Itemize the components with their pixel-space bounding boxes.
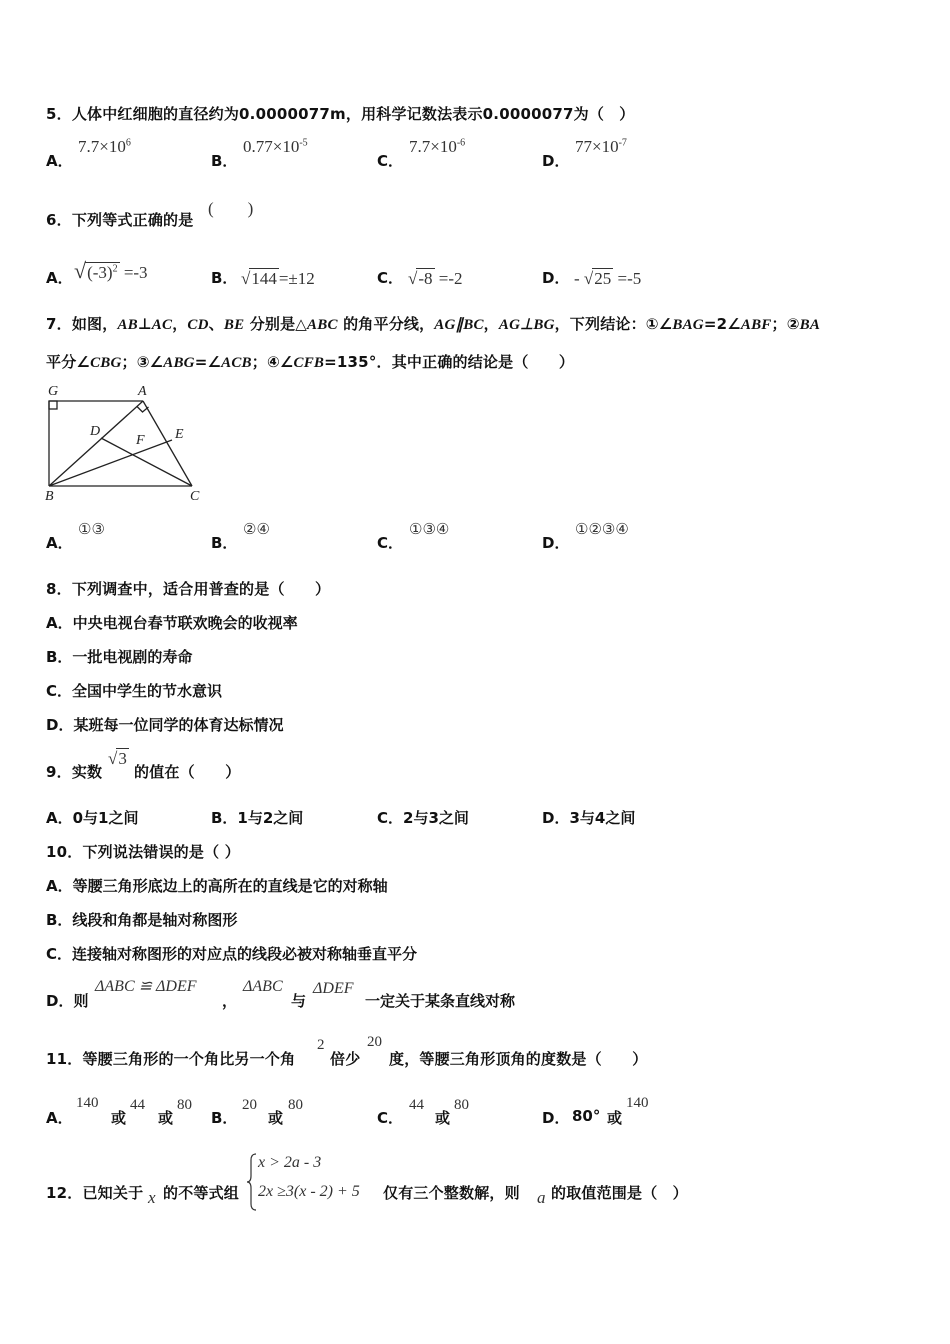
q12-stem-d: 的取值范围是（ ） [551, 1184, 688, 1202]
q6-option-d-label: D． [542, 269, 570, 287]
q9-option-b: B．1与2之间 [211, 809, 304, 827]
q11-option-b-label: B． [211, 1109, 238, 1127]
q8-option-d: D．某班每一位同学的体育达标情况 [46, 716, 284, 734]
q7-option-d-value: ①②③④ [575, 522, 629, 538]
q11-stem-a: 11．等腰三角形的一个角比另一个角 [46, 1050, 296, 1068]
q11-option-c-v2: 80 [454, 1097, 469, 1113]
q5-option-c-label: C． [377, 152, 404, 170]
label-e: E [175, 427, 184, 442]
q6-option-c-label: C． [377, 269, 404, 287]
q5-option-d-label: D． [542, 152, 570, 170]
q11-option-a-label: A． [46, 1109, 73, 1127]
q11-option-d-or: 或 [607, 1109, 623, 1127]
q10-option-d-c: 与 [291, 992, 307, 1010]
label-d: D [90, 424, 101, 439]
q9-stem-a: 9．实数 [46, 763, 103, 781]
q10-stem: 10．下列说法错误的是（ ） [46, 843, 240, 861]
label-b: B [45, 489, 54, 504]
q11-option-b-v2: 80 [288, 1097, 303, 1113]
q5-option-a-label: A． [46, 152, 73, 170]
q7-option-a-label: A． [46, 534, 73, 552]
q11-option-a-or1: 或 [111, 1109, 127, 1127]
q10-option-d-b: ， [222, 992, 238, 1010]
q12-stem-b: 的不等式组 [163, 1184, 240, 1202]
q5-option-c-value: $7.7\times 10^{-6}$ [409, 137, 466, 156]
q12-ineq2: 2x ≥3(x - 2) + 5 [258, 1183, 360, 1200]
label-c: C [190, 489, 200, 504]
q6-paren: ( ) [208, 199, 254, 218]
q11-option-d-v2: 140 [626, 1095, 649, 1111]
q5-option-b-value: $0.77\times 10^{-5}$ [243, 137, 308, 156]
q8-option-c: C．全国中学生的节水意识 [46, 682, 223, 700]
q11-option-a-or2: 或 [158, 1109, 174, 1127]
q6-option-b-label: B． [211, 269, 238, 287]
q11-stem-c: 度，等腰三角形顶角的度数是（ ） [389, 1050, 648, 1068]
q6-option-b-value: √144 =±12 [241, 269, 315, 288]
q7-option-c-label: C． [377, 534, 404, 552]
q5-option-b-label: B． [211, 152, 238, 170]
q11-m1: 2 [317, 1037, 325, 1053]
q7-option-d-label: D． [542, 534, 570, 552]
q5-option-d-value: $77\times 10^{-7}$ [575, 137, 627, 156]
q8-option-b: B．一批电视剧的寿命 [46, 648, 193, 666]
q11-m2: 20 [367, 1034, 382, 1050]
q10-option-d-a: D．则 [46, 992, 89, 1010]
q6-option-a-value: $√(-3)^2 =-3$ [74, 258, 148, 283]
q6-option-c-value: √-8 =-2 [408, 269, 463, 288]
q12-brace [246, 1152, 258, 1212]
q9-option-a: A．0与1之间 [46, 809, 139, 827]
q10-option-d-d: 一定关于某条直线对称 [365, 992, 516, 1010]
q9-option-c: C．2与3之间 [377, 809, 469, 827]
label-g: G [48, 384, 59, 399]
q10-option-d-m2: ΔABC [243, 978, 283, 995]
q11-option-a-v1: 140 [76, 1095, 99, 1111]
q5-option-a-value: $7.7\times 10^6$ [78, 137, 131, 156]
q12-stem-c: 仅有三个整数解，则 [383, 1184, 520, 1202]
q11-option-b-v1: 20 [242, 1097, 257, 1113]
q6-option-a-label: A． [46, 269, 73, 287]
q7-option-a-value: ①③ [78, 522, 105, 538]
q9-option-d: D．3与4之间 [542, 809, 636, 827]
q10-option-a: A．等腰三角形底边上的高所在的直线是它的对称轴 [46, 877, 388, 895]
q8-option-a: A．中央电视台春节联欢晚会的收视率 [46, 614, 298, 632]
q7-stem-line1: 7．如图，AB⊥AC，CD、BE 分别是△ABC 的角平分线，AG∥BC，AG⊥BG，下列结论：①∠BAG=2∠ABF；②BA [46, 315, 821, 333]
segment-ab [49, 401, 143, 486]
q11-option-a-v2: 44 [130, 1097, 145, 1113]
q7-stem-line2: 平分∠CBG；③∠ABG=∠ACB；④∠CFB=135°．其中正确的结论是（ ） [46, 353, 575, 371]
q12-ineq1: x > 2a - 3 [258, 1154, 322, 1171]
q11-option-a-v3: 80 [177, 1097, 192, 1113]
q11-option-d-label: D． [542, 1109, 570, 1127]
q7-figure [40, 378, 220, 506]
q7-option-b-value: ②④ [243, 522, 270, 538]
q9-stem-b: 的值在（ ） [134, 763, 241, 781]
q10-option-c: C．连接轴对称图形的对应点的线段必被对称轴垂直平分 [46, 945, 418, 963]
q12-var-a: a [537, 1188, 546, 1207]
q12-stem-a: 12．已知关于 [46, 1184, 144, 1202]
q12-var-x: x [148, 1188, 156, 1207]
q10-option-b: B．线段和角都是轴对称图形 [46, 911, 238, 929]
label-f: F [136, 433, 145, 448]
q10-option-d-m3: ΔDEF [313, 980, 354, 997]
q11-option-b-or: 或 [268, 1109, 284, 1127]
label-a: A [138, 384, 147, 399]
segment-be [49, 440, 172, 486]
q10-option-d-m1: ΔABC ≌ ΔDEF [95, 978, 197, 995]
q5-stem: 5．人体中红细胞的直径约为0.0000077m，用科学记数法表示0.0000077为（ ） [46, 105, 635, 123]
right-angle-g [49, 401, 57, 409]
q11-option-c-v1: 44 [409, 1097, 424, 1113]
q11-option-d-v1: 80° [572, 1107, 601, 1125]
q8-stem: 8．下列调查中，适合用普查的是（ ） [46, 580, 331, 598]
q9-sqrt3: √3 [108, 749, 127, 768]
q11-option-c-or: 或 [435, 1109, 451, 1127]
q6-option-d-value: - √25 =-5 [574, 269, 642, 288]
q11-option-c-label: C． [377, 1109, 404, 1127]
q11-stem-b: 倍少 [330, 1050, 361, 1068]
q6-stem: 6．下列等式正确的是 [46, 211, 194, 229]
q7-option-b-label: B． [211, 534, 238, 552]
q7-option-c-value: ①③④ [409, 522, 450, 538]
